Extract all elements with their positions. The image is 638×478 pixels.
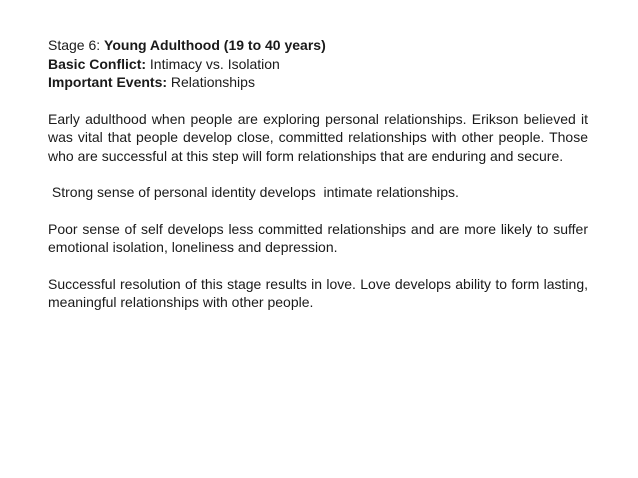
slide-content [48,36,588,312]
paragraph-strong-identity: Strong sense of personal identity develops intimate relationships. [48,184,459,200]
paragraph-poor-self: Poor sense of self develops less committed relationships and are more likely to suffer emotional isolation, loneliness and depression. [48,220,588,255]
stage-title: Young Adulthood (19 to 40 years) [104,37,326,53]
events-line [48,73,588,92]
paragraph-early-adulthood: Early adulthood when people are exploring personal relationships. Erikson believed it was vital that people develop close, committed relationships with other people. Those who are successful at this step will form relationships that are enduring and secure. [48,110,588,164]
stage-line [48,36,588,55]
paragraph-successful-resolution: Successful resolution of this stage results in love. Love develops ability to form lasting, meaningful relationships with other people. [48,275,588,310]
stage-prefix: Stage 6: [48,37,105,53]
events-value: Relationships [167,74,255,90]
conflict-label: Basic Conflict: [48,55,147,72]
conflict-line [48,55,588,74]
events-label: Important Events: [48,74,168,90]
conflict-value: Intimacy vs. Isolation [146,55,280,72]
